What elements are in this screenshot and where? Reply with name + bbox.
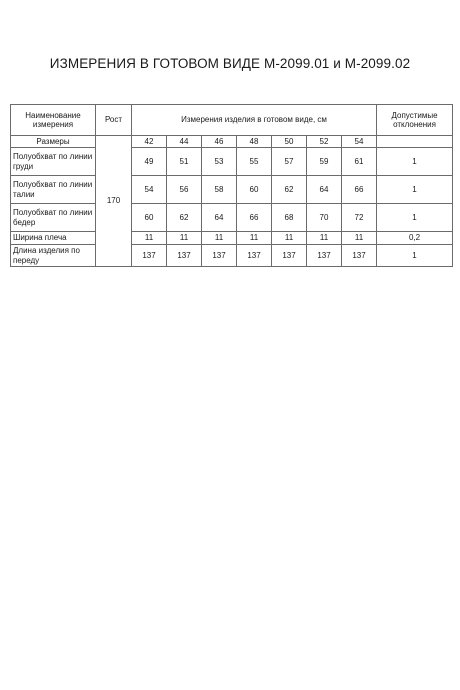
header-measures-cell: Измерения изделия в готовом виде, см (132, 105, 377, 136)
document-title: ИЗМЕРЕНИЯ В ГОТОВОМ ВИДЕ М-2099.01 и М-2099.02 (49, 56, 411, 71)
value-cell: 11 (272, 232, 307, 245)
header-height-cell: Рост (96, 105, 132, 136)
value-cell: 137 (202, 245, 237, 267)
empty-cell (377, 136, 453, 148)
value-cell: 61 (342, 148, 377, 176)
value-cell: 49 (132, 148, 167, 176)
value-cell: 66 (237, 204, 272, 232)
tolerance-cell: 1 (377, 176, 453, 204)
value-cell: 137 (237, 245, 272, 267)
value-cell: 62 (272, 176, 307, 204)
measurement-name-cell: Ширина плеча (11, 232, 96, 245)
value-cell: 64 (202, 204, 237, 232)
tolerance-cell: 1 (377, 245, 453, 267)
value-cell: 137 (307, 245, 342, 267)
tolerance-cell: 0,2 (377, 232, 453, 245)
value-cell: 55 (237, 148, 272, 176)
value-cell: 137 (132, 245, 167, 267)
size-cell: 48 (237, 136, 272, 148)
value-cell: 59 (307, 148, 342, 176)
value-cell: 70 (307, 204, 342, 232)
value-cell: 56 (167, 176, 202, 204)
value-cell: 51 (167, 148, 202, 176)
value-cell: 72 (342, 204, 377, 232)
table-row (11, 148, 453, 176)
value-cell: 53 (202, 148, 237, 176)
size-cell: 46 (202, 136, 237, 148)
sizes-row (11, 136, 453, 148)
value-cell: 11 (167, 232, 202, 245)
size-cell: 50 (272, 136, 307, 148)
value-cell: 54 (132, 176, 167, 204)
measurement-name-cell: Длина изделия по переду (11, 245, 96, 267)
size-cell: 52 (307, 136, 342, 148)
header-name-cell: Наименование измерения (11, 105, 96, 136)
size-cell: 42 (132, 136, 167, 148)
value-cell: 58 (202, 176, 237, 204)
sizes-label-cell: Размеры (11, 136, 96, 148)
value-cell: 60 (132, 204, 167, 232)
value-cell: 11 (307, 232, 342, 245)
table-row (11, 204, 453, 232)
size-cell: 44 (167, 136, 202, 148)
value-cell: 11 (132, 232, 167, 245)
header-tolerance-cell: Допустимые отклонения (377, 105, 453, 136)
table-row (11, 232, 453, 245)
value-cell: 137 (167, 245, 202, 267)
value-cell: 11 (342, 232, 377, 245)
measurement-name-cell: Полуобхват по линии талии (11, 176, 96, 204)
value-cell: 137 (272, 245, 307, 267)
value-cell: 60 (237, 176, 272, 204)
value-cell: 62 (167, 204, 202, 232)
measurement-name-cell: Полуобхват по линии бедер (11, 204, 96, 232)
table-row (11, 176, 453, 204)
value-cell: 137 (342, 245, 377, 267)
height-value-cell: 170 (96, 136, 132, 267)
measurement-name-cell: Полуобхват по линии груди (11, 148, 96, 176)
measurements-table (10, 104, 453, 267)
value-cell: 11 (237, 232, 272, 245)
value-cell: 68 (272, 204, 307, 232)
value-cell: 64 (307, 176, 342, 204)
tolerance-cell: 1 (377, 148, 453, 176)
value-cell: 57 (272, 148, 307, 176)
value-cell: 11 (202, 232, 237, 245)
tolerance-cell: 1 (377, 204, 453, 232)
size-cell: 54 (342, 136, 377, 148)
value-cell: 66 (342, 176, 377, 204)
table-header-row (11, 105, 453, 136)
table-row (11, 245, 453, 267)
